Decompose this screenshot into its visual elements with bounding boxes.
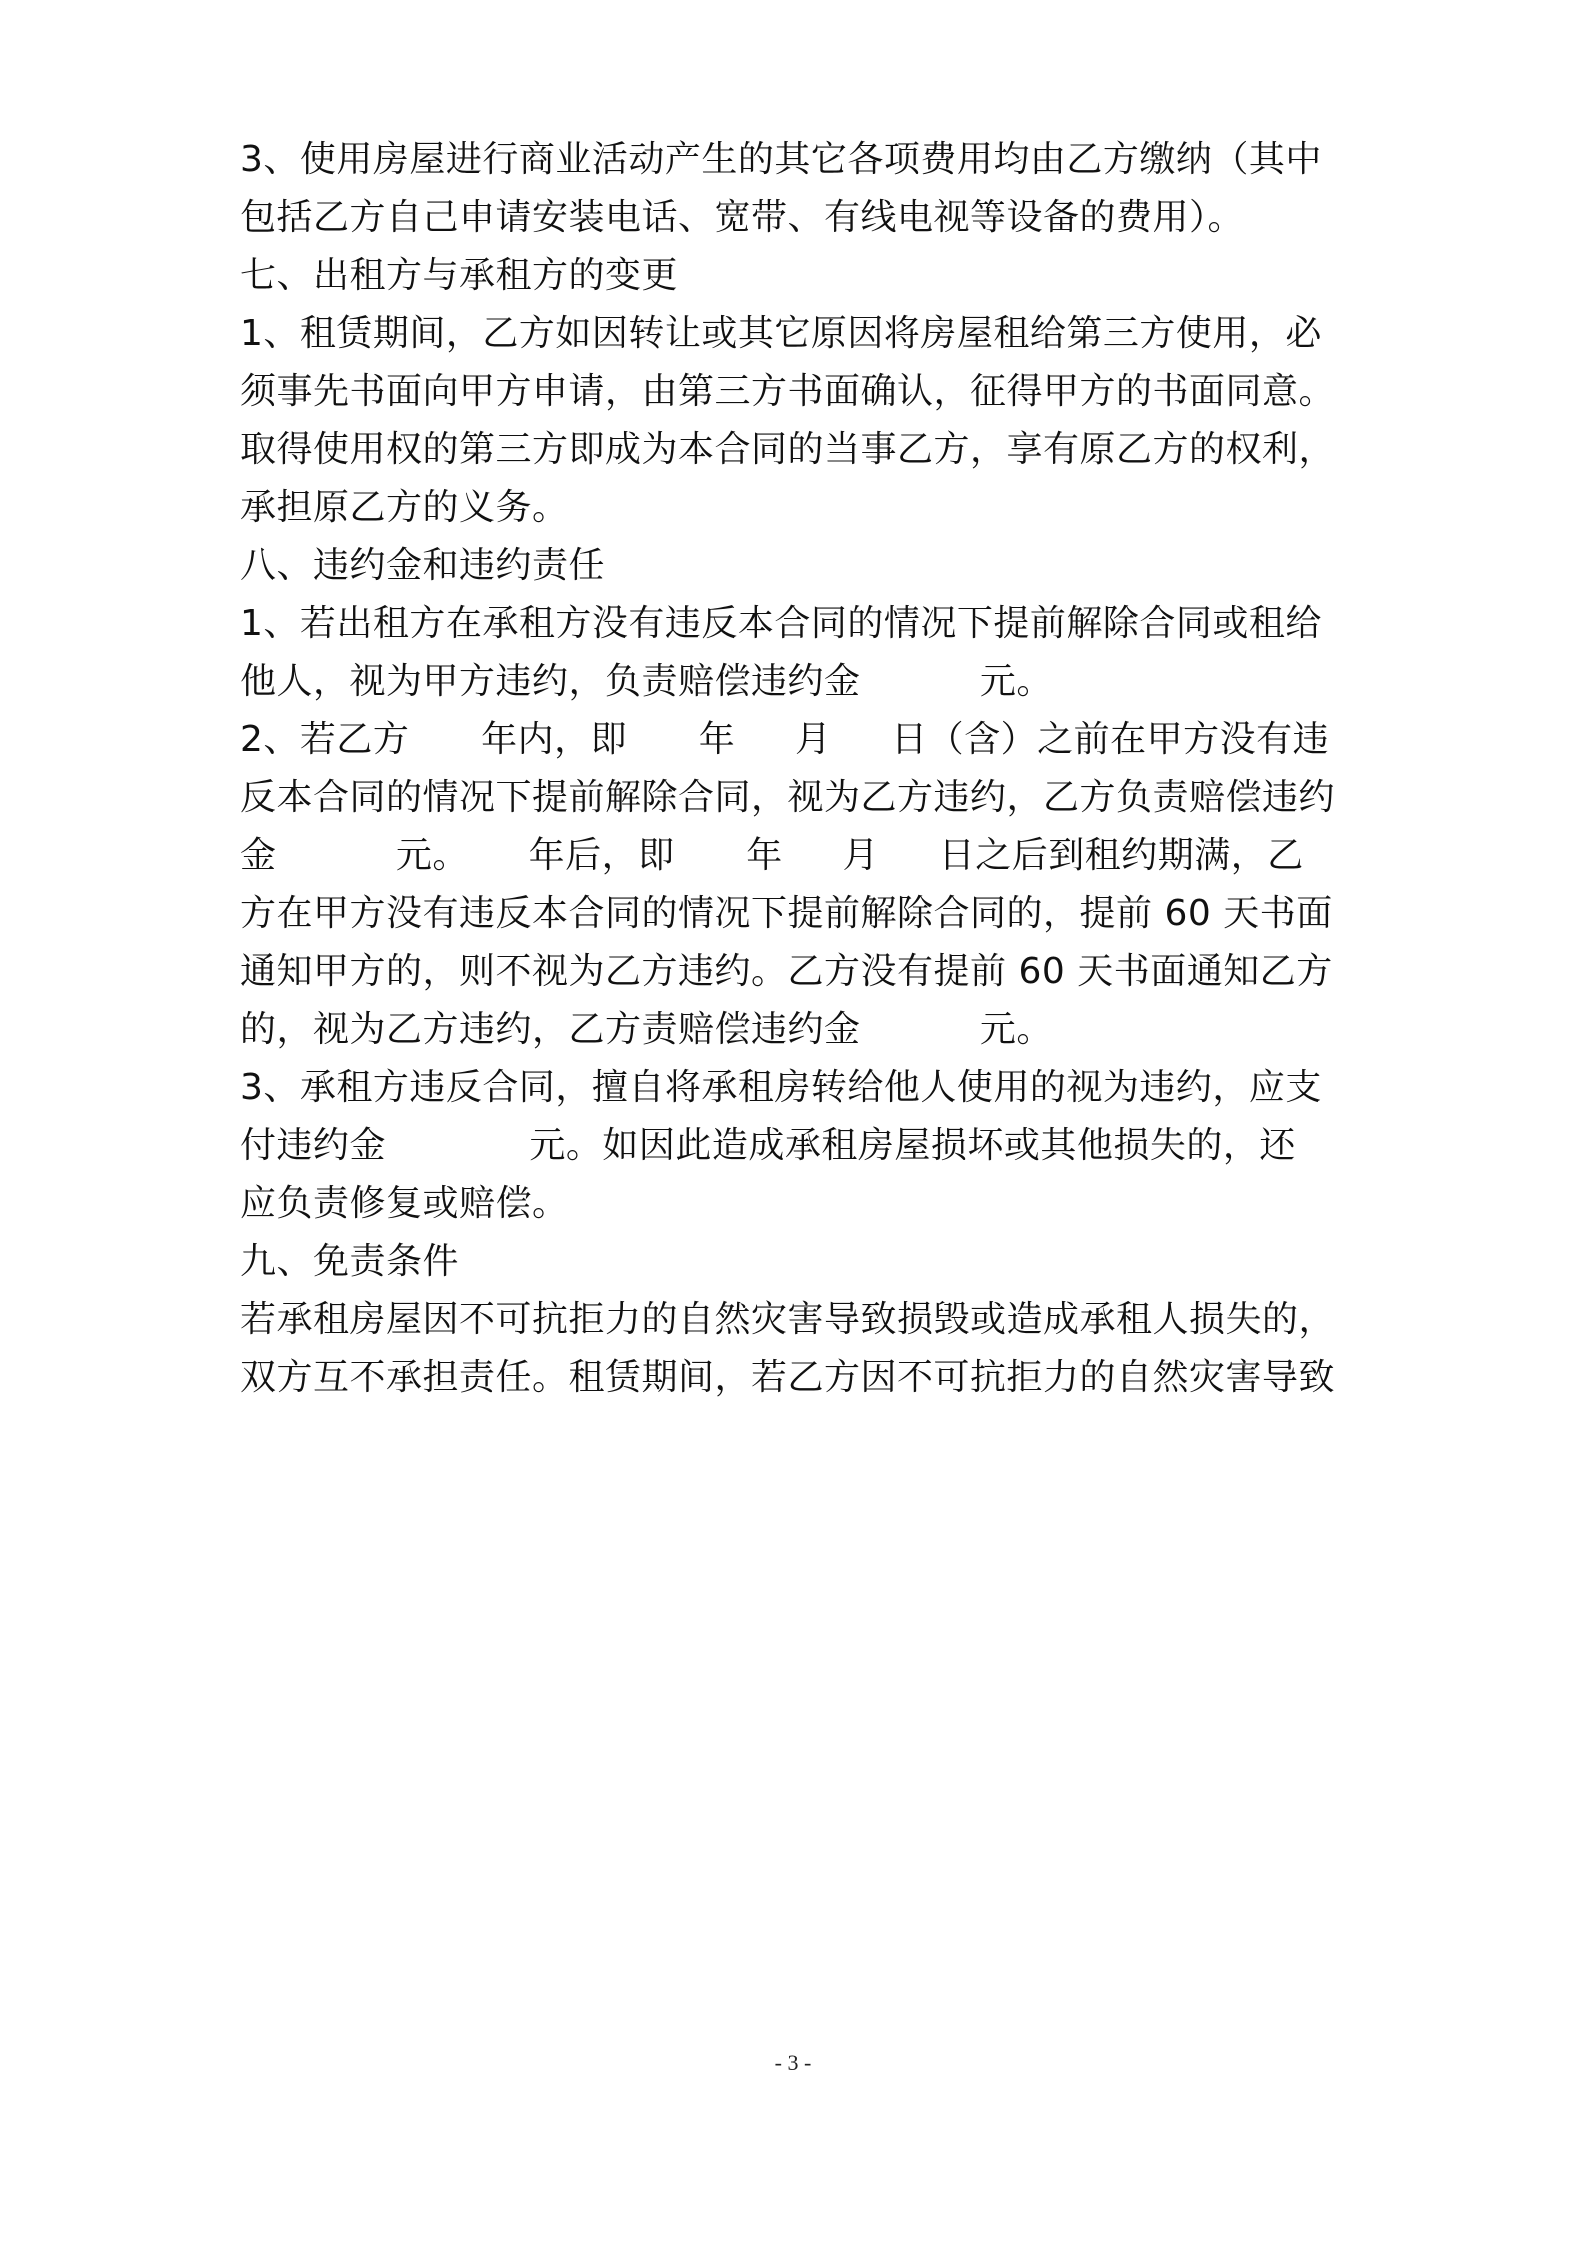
section-heading: 八、违约金和违约责任 (240, 545, 606, 586)
text-line: 2、若乙方 年内，即 年 月 日（含）之前在甲方没有违 (240, 719, 1330, 760)
section-heading: 九、免责条件 (240, 1241, 460, 1282)
text-line: 须事先书面向甲方申请，由第三方书面确认，征得甲方的书面同意。 (240, 371, 1336, 412)
text-line: 双方互不承担责任。租赁期间，若乙方因不可抗拒力的自然灾害导致 (240, 1357, 1336, 1398)
text-line: 包括乙方自己申请安装电话、宽带、有线电视等设备的费用）。 (240, 197, 1245, 238)
text-line: 的，视为乙方违约，乙方责赔偿违约金 元。 (240, 1009, 1053, 1050)
text-line: 3、承租方违反合同，擅自将承租房转给他人使用的视为违约，应支 (240, 1067, 1322, 1108)
section-heading: 七、出租方与承租方的变更 (240, 255, 679, 296)
text-line: 方在甲方没有违反本合同的情况下提前解除合同的，提前 60 天书面 (240, 893, 1333, 934)
text-line: 1、若出租方在承租方没有违反本合同的情况下提前解除合同或租给 (240, 603, 1322, 644)
text-line: 3、使用房屋进行商业活动产生的其它各项费用均由乙方缴纳（其中 (240, 139, 1322, 180)
text-line: 他人，视为甲方违约，负责赔偿违约金 元。 (240, 661, 1053, 702)
text-line: 通知甲方的，则不视为乙方违约。乙方没有提前 60 天书面通知乙方 (240, 951, 1333, 992)
text-line: 若承租房屋因不可抗拒力的自然灾害导致损毁或造成承租人损失的， (240, 1299, 1336, 1340)
text-line: 应负责修复或赔偿。 (240, 1183, 569, 1224)
text-line: 反本合同的情况下提前解除合同，视为乙方违约，乙方负责赔偿违约 (240, 777, 1336, 818)
text-line: 取得使用权的第三方即成为本合同的当事乙方，享有原乙方的权利， (240, 429, 1336, 470)
text-line: 金 元。 年后，即 年 月 日之后到租约期满，乙 (240, 835, 1304, 876)
text-line: 付违约金 元。如因此造成承租房屋损坏或其他损失的，还 (240, 1125, 1296, 1166)
text-line: 1、租赁期间，乙方如因转让或其它原因将房屋租给第三方使用，必 (240, 313, 1322, 354)
text-line: 承担原乙方的义务。 (240, 487, 569, 528)
page-number: - 3 - (774, 2050, 812, 2075)
